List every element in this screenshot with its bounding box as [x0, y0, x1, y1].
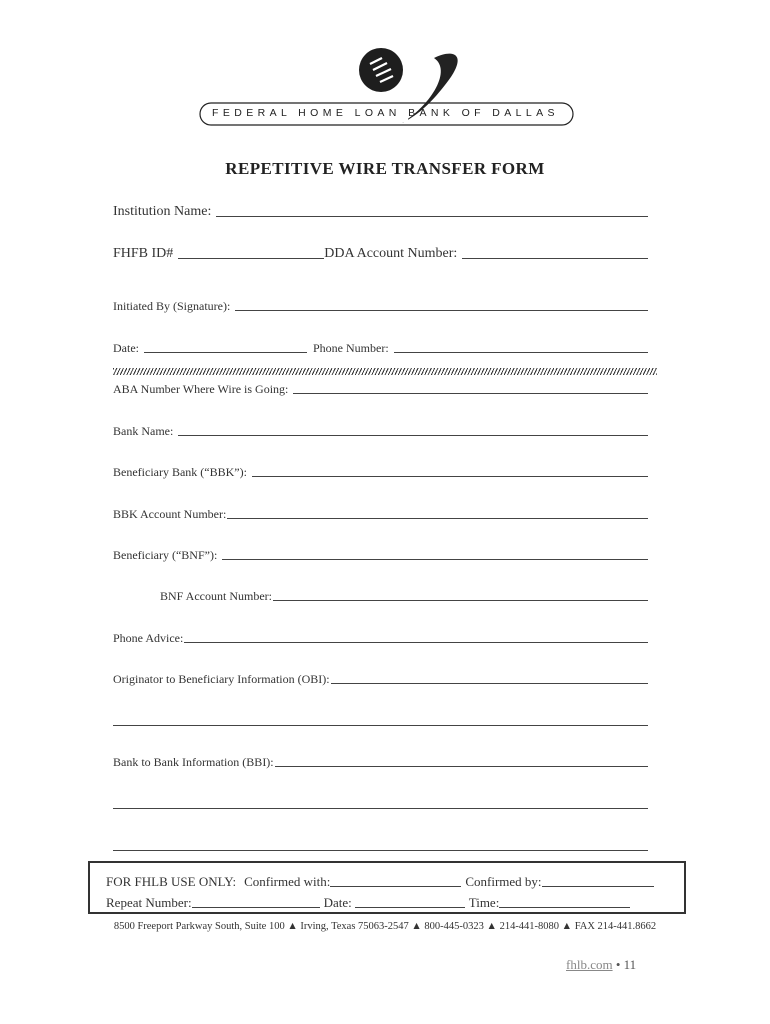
beneficiary-bank-label: Beneficiary Bank (“BBK”): — [113, 465, 247, 479]
bank-name-field[interactable] — [178, 434, 648, 436]
bbi-label: Bank to Bank Information (BBI): — [113, 755, 274, 769]
beneficiary-label: Beneficiary (“BNF”): — [113, 548, 218, 562]
fhlb-date-label: Date: — [323, 895, 352, 910]
page-number: 11 — [623, 957, 637, 972]
beneficiary-bank-field[interactable] — [252, 475, 648, 477]
institution-name-field[interactable] — [216, 215, 648, 217]
fhlb-repeat-row — [106, 895, 630, 911]
logo-org-name: FEDERAL HOME LOAN BANK OF DALLAS — [212, 107, 559, 119]
fhlb-confirm-row — [106, 874, 654, 890]
repeat-number-field[interactable] — [192, 906, 320, 908]
date-label: Date: — [113, 341, 139, 355]
fhfb-dda-row — [113, 246, 648, 262]
aba-number-row — [113, 382, 648, 397]
confirmed-by-field[interactable] — [542, 885, 654, 887]
fhlb-date-field[interactable] — [355, 906, 465, 908]
initiated-by-label: Initiated By (Signature): — [113, 299, 231, 313]
fhfb-id-field[interactable] — [178, 257, 324, 259]
aba-number-field[interactable] — [293, 392, 648, 394]
bnf-account-row — [160, 589, 648, 604]
form-title: REPETITIVE WIRE TRANSFER FORM — [225, 159, 545, 178]
confirmed-by-label: Confirmed by: — [465, 874, 542, 889]
aba-number-label: ABA Number Where Wire is Going: — [113, 382, 289, 396]
phone-advice-label: Phone Advice: — [113, 631, 184, 645]
fhlb-use-only-label: FOR FHLB USE ONLY: — [106, 874, 237, 889]
bbi-continuation-line-1[interactable] — [113, 808, 648, 809]
bbi-field[interactable] — [275, 765, 648, 767]
confirmed-with-field[interactable] — [330, 885, 461, 887]
website-link[interactable]: fhlb.com — [566, 957, 613, 972]
beneficiary-field[interactable] — [222, 558, 648, 560]
confirmed-with-label: Confirmed with: — [244, 874, 331, 889]
address-line: 8500 Freeport Parkway South, Suite 100 ▲ Irving, Texas 75063-2547 ▲ 800-445-0323 ▲ 214-441-8080 ▲ FAX 214-441.8662 — [113, 921, 657, 932]
fhlb-time-field[interactable] — [499, 906, 630, 908]
institution-name-row — [113, 204, 648, 220]
fhfb-id-label: FHFB ID# — [113, 246, 174, 261]
bank-name-row — [113, 424, 648, 439]
section-divider — [113, 368, 657, 375]
repeat-number-label: Repeat Number: — [106, 895, 192, 910]
bnf-account-field[interactable] — [273, 599, 648, 601]
phone-number-label: Phone Number: — [313, 341, 389, 355]
bnf-account-label: BNF Account Number: — [160, 589, 272, 603]
date-field[interactable] — [144, 351, 307, 353]
bbk-account-label: BBK Account Number: — [113, 507, 227, 521]
bbk-account-field[interactable] — [227, 517, 648, 519]
dda-account-field[interactable] — [462, 257, 648, 259]
obi-continuation-line[interactable] — [113, 725, 648, 726]
obi-field[interactable] — [331, 682, 648, 684]
fhlb-time-label: Time: — [468, 895, 500, 910]
beneficiary-bank-row — [113, 465, 648, 480]
fhlb-dallas-logo — [196, 40, 581, 132]
date-phone-row — [113, 341, 648, 356]
bbi-continuation-line-2[interactable] — [113, 850, 648, 851]
phone-number-field[interactable] — [394, 351, 648, 353]
initiated-by-field[interactable] — [235, 309, 648, 311]
fhlb-use-only-box — [88, 861, 686, 914]
phone-advice-row — [113, 631, 648, 646]
page-footer — [566, 957, 636, 973]
obi-row — [113, 672, 648, 687]
beneficiary-row — [113, 548, 648, 563]
bbi-row — [113, 755, 648, 770]
footer-separator: • — [615, 957, 621, 972]
obi-label: Originator to Beneficiary Information (OBI): — [113, 672, 330, 686]
institution-name-label: Institution Name: — [113, 204, 212, 219]
bbk-account-row — [113, 507, 648, 522]
initiated-by-row — [113, 299, 648, 314]
bank-name-label: Bank Name: — [113, 424, 174, 438]
phone-advice-field[interactable] — [184, 641, 648, 643]
dda-account-label: DDA Account Number: — [324, 246, 458, 261]
